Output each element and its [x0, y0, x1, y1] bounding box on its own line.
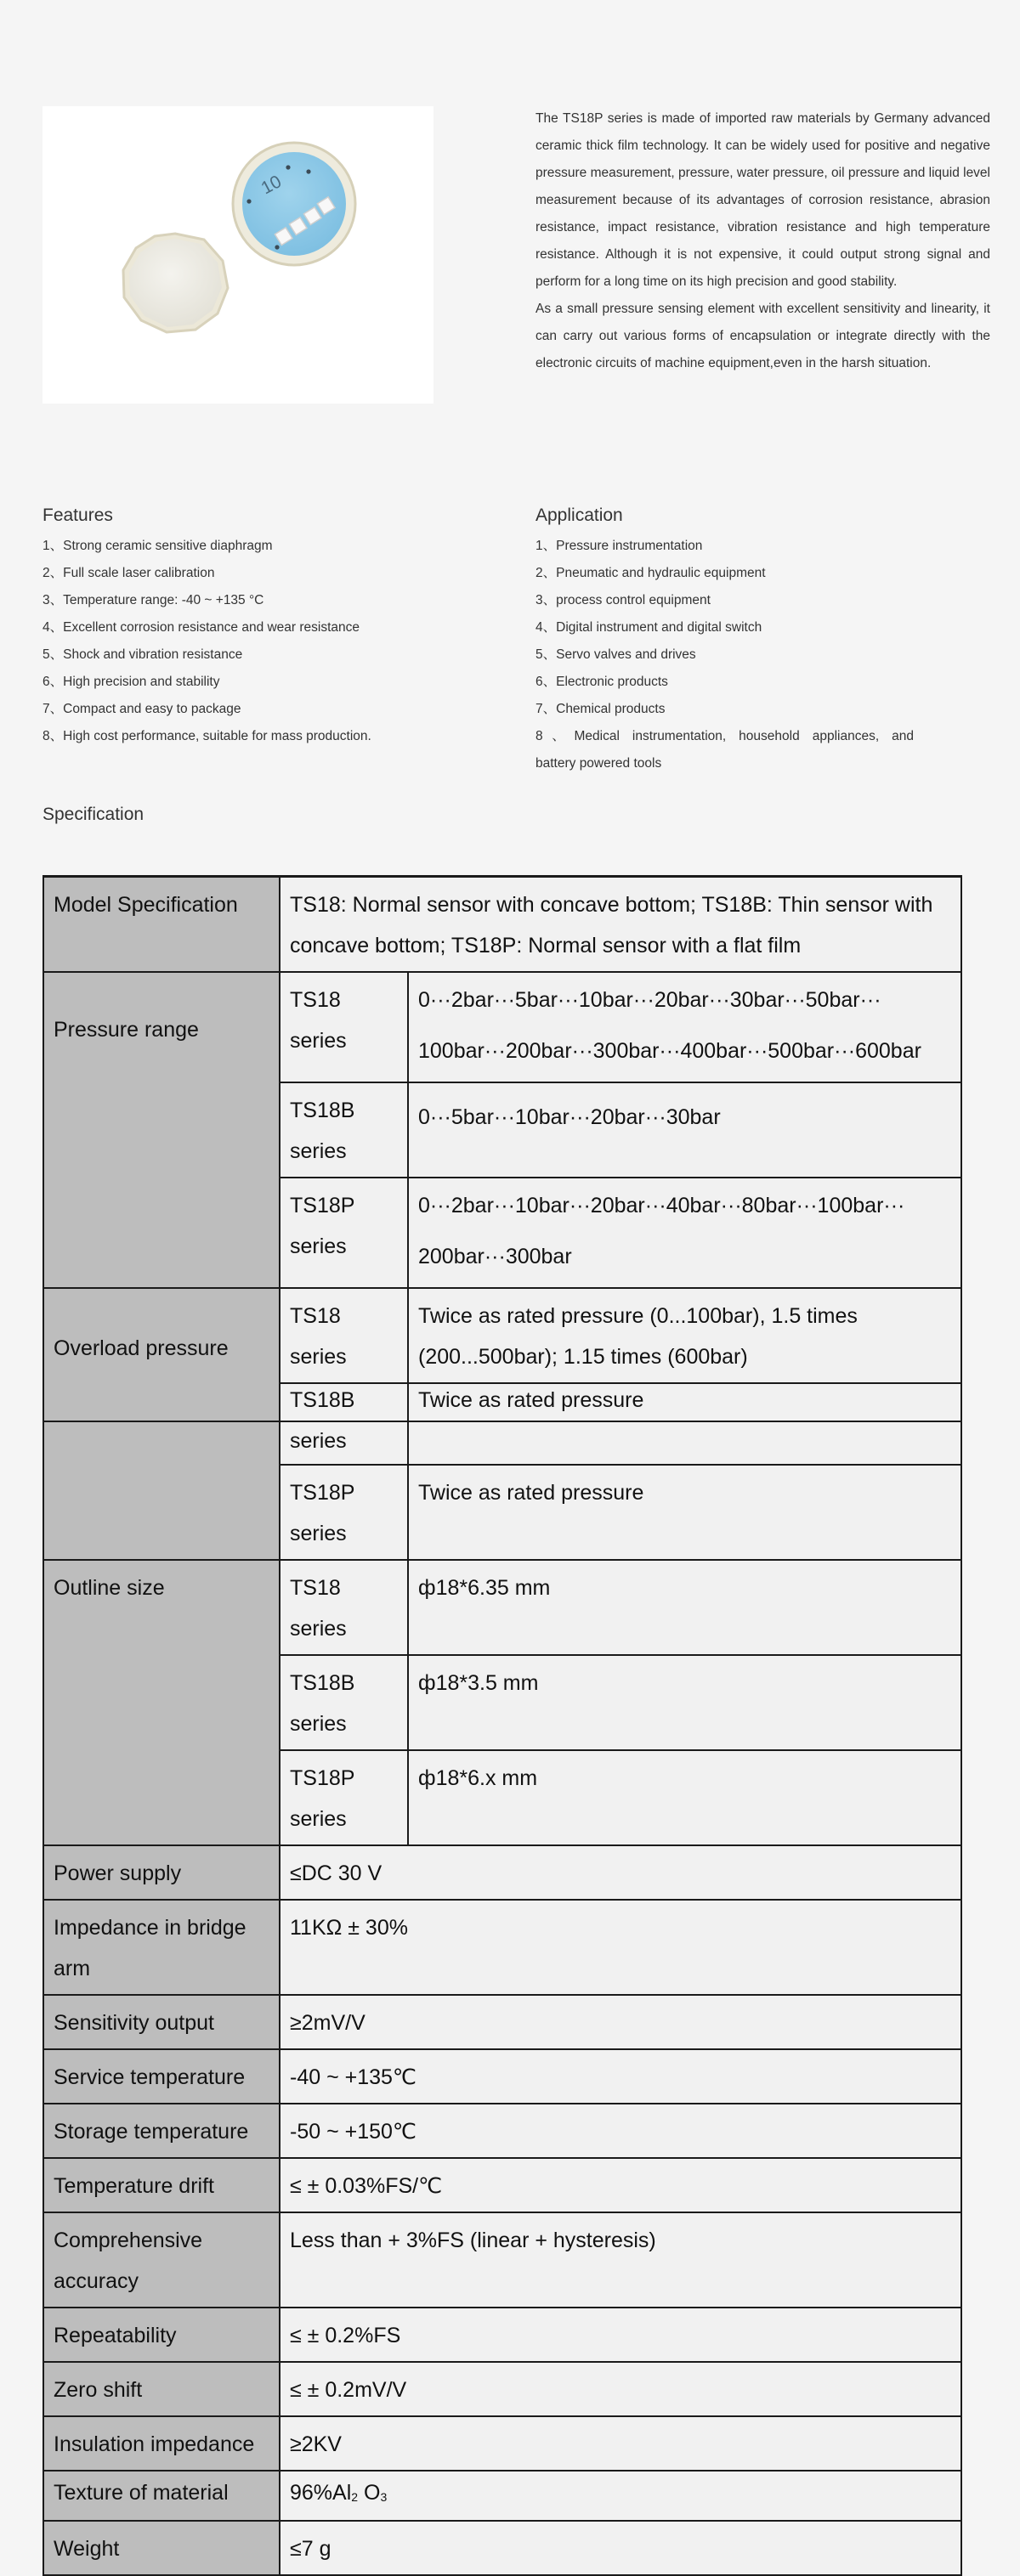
spec-label: Sensitivity output — [43, 1995, 280, 2049]
list-item: 5、Shock and vibration resistance — [42, 647, 243, 662]
material-text-a: 96%Al — [290, 2481, 352, 2505]
spec-series: TS18P series — [280, 1465, 408, 1560]
list-item: 4、Excellent corrosion resistance and wear resistance — [42, 620, 360, 635]
spec-value: ф18*3.5 mm — [408, 1655, 961, 1750]
table-row — [43, 1288, 961, 1383]
description-paragraph-2: As a small pressure sensing element with excellent sensitivity and linearity, it can carry out various forms of encapsulation or integrate directly with the electronic circuits of machine equipment,even in the harsh situation. — [536, 302, 990, 370]
list-item: 7、Chemical products — [536, 702, 666, 716]
list-item: 4、Digital instrument and digital switch — [536, 620, 762, 635]
features-list — [42, 533, 468, 750]
spec-value — [280, 2471, 961, 2521]
spec-label-blank — [43, 1421, 280, 1560]
specification-table-wrapper — [42, 875, 960, 2576]
spec-label: Weight — [43, 2521, 280, 2575]
spec-label: Texture of material — [43, 2471, 280, 2521]
spec-value: ≤ ± 0.03%FS/℃ — [280, 2158, 961, 2212]
spec-value: ≥2mV/V — [280, 1995, 961, 2049]
spec-series: TS18P series — [280, 1750, 408, 1845]
spec-value: ≤7 g — [280, 2521, 961, 2575]
list-item: 1、Pressure instrumentation — [536, 539, 703, 553]
material-sub-b: 3 — [380, 2490, 388, 2504]
spec-label: Storage temperature — [43, 2104, 280, 2158]
spec-value: 11KΩ ± 30% — [280, 1900, 961, 1995]
specification-table — [42, 875, 962, 2576]
list-item: 6、Electronic products — [536, 675, 668, 689]
spec-value: ф18*6.x mm — [408, 1750, 961, 1845]
spec-label: Comprehensive accuracy — [43, 2212, 280, 2308]
spec-value: Twice as rated pressure (0...100bar), 1.5 times (200...500bar); 1.15 times (600bar) — [408, 1288, 961, 1383]
list-item: 2、Pneumatic and hydraulic equipment — [536, 566, 766, 580]
spec-value: Less than + 3%FS (linear + hysteresis) — [280, 2212, 961, 2308]
ceramic-sensor-illustration — [42, 106, 434, 404]
spec-series: TS18B series — [280, 1082, 408, 1178]
spec-series: series — [280, 1421, 408, 1465]
spec-label: Pressure range — [43, 972, 280, 1288]
table-row — [43, 1560, 961, 1655]
spec-label: Repeatability — [43, 2308, 280, 2362]
table-row — [43, 2212, 961, 2308]
application-heading: Application — [536, 506, 623, 525]
application-list — [536, 533, 914, 777]
spec-value: -40 ~ +135℃ — [280, 2049, 961, 2104]
material-text-b: O — [358, 2481, 381, 2505]
spec-label: Service temperature — [43, 2049, 280, 2104]
list-item: 3、process control equipment — [536, 593, 711, 607]
spec-series: TS18B series — [280, 1655, 408, 1750]
table-row — [43, 1995, 961, 2049]
spec-label: Power supply — [43, 1845, 280, 1900]
table-row — [43, 2308, 961, 2362]
list-item: 3、Temperature range: -40 ~ +135 °C — [42, 593, 264, 607]
description-paragraph-1: The TS18P series is made of imported raw materials by Germany advanced ceramic thick film technology. It can be widely used for positive and negative pressure measurement, pressure, water pressure, oil pressure and liquid level measurement because of its advantages of corrosion resistance, abrasion resistance, impact resistance, vibration resistance and high temperature resistance. Although it is not expensive, it could output strong signal and perform for a long time on its high precision and good stability. — [536, 111, 990, 289]
list-item: 7、Compact and easy to package — [42, 702, 241, 716]
spec-series: TS18B — [280, 1383, 408, 1421]
spec-label: Model Specification — [43, 877, 280, 973]
product-photo — [42, 106, 434, 404]
table-row — [43, 1900, 961, 1995]
spec-value: ≤ ± 0.2mV/V — [280, 2362, 961, 2416]
table-row — [43, 2362, 961, 2416]
spec-label: Outline size — [43, 1560, 280, 1845]
application-section — [536, 501, 914, 777]
specification-heading: Specification — [42, 805, 144, 824]
spec-value: Twice as rated pressure — [408, 1465, 961, 1560]
product-description — [536, 105, 990, 377]
list-item: battery powered tools — [536, 756, 662, 771]
spec-series: TS18 series — [280, 1288, 408, 1383]
spec-value-blank — [408, 1421, 961, 1465]
table-row — [43, 972, 961, 1082]
spec-value: ≤ ± 0.2%FS — [280, 2308, 961, 2362]
table-row — [43, 2104, 961, 2158]
table-row — [43, 2471, 961, 2521]
spec-label: Impedance in bridge arm — [43, 1900, 280, 1995]
list-item: 5、Servo valves and drives — [536, 647, 696, 662]
spec-label: Zero shift — [43, 2362, 280, 2416]
table-row — [43, 1421, 961, 1465]
list-item: 8、High cost performance, suitable for mass production. — [42, 729, 371, 743]
spec-value: 0···2bar···10bar···20bar···40bar···80bar···100bar··· 200bar···300bar — [408, 1178, 961, 1288]
spec-label: Temperature drift — [43, 2158, 280, 2212]
disc-label: 10 — [258, 172, 285, 199]
spec-label: Insulation impedance — [43, 2416, 280, 2471]
spec-series: TS18 series — [280, 972, 408, 1082]
spec-value: 0···2bar···5bar···10bar···20bar···30bar···50bar··· 100bar···200bar···300bar···400bar···500bar···600bar — [408, 972, 961, 1082]
spec-value: ≥2KV — [280, 2416, 961, 2471]
spec-value: Twice as rated pressure — [408, 1383, 961, 1421]
spec-series: TS18P series — [280, 1178, 408, 1288]
table-row — [43, 877, 961, 973]
spec-value: 0···5bar···10bar···20bar···30bar — [408, 1082, 961, 1178]
table-row — [43, 2416, 961, 2471]
material-sub-a: 2 — [351, 2490, 359, 2504]
table-row — [43, 2158, 961, 2212]
features-section — [42, 501, 468, 750]
spec-value: -50 ~ +150℃ — [280, 2104, 961, 2158]
list-item: 6、High precision and stability — [42, 675, 220, 689]
spec-value: TS18: Normal sensor with concave bottom; TS18B: Thin sensor with concave bottom; TS18P: Normal sensor with a flat film — [280, 877, 961, 973]
list-item: 1、Strong ceramic sensitive diaphragm — [42, 539, 273, 553]
list-item: 8、Medical instrumentation, household appliances, and — [536, 729, 914, 743]
spec-value: ф18*6.35 mm — [408, 1560, 961, 1655]
spec-series: TS18 series — [280, 1560, 408, 1655]
spec-label: Overload pressure — [43, 1288, 280, 1421]
spec-value: ≤DC 30 V — [280, 1845, 961, 1900]
list-item: 2、Full scale laser calibration — [42, 566, 215, 580]
table-row — [43, 2521, 961, 2575]
table-row — [43, 2049, 961, 2104]
features-heading: Features — [42, 506, 113, 525]
table-row — [43, 1845, 961, 1900]
